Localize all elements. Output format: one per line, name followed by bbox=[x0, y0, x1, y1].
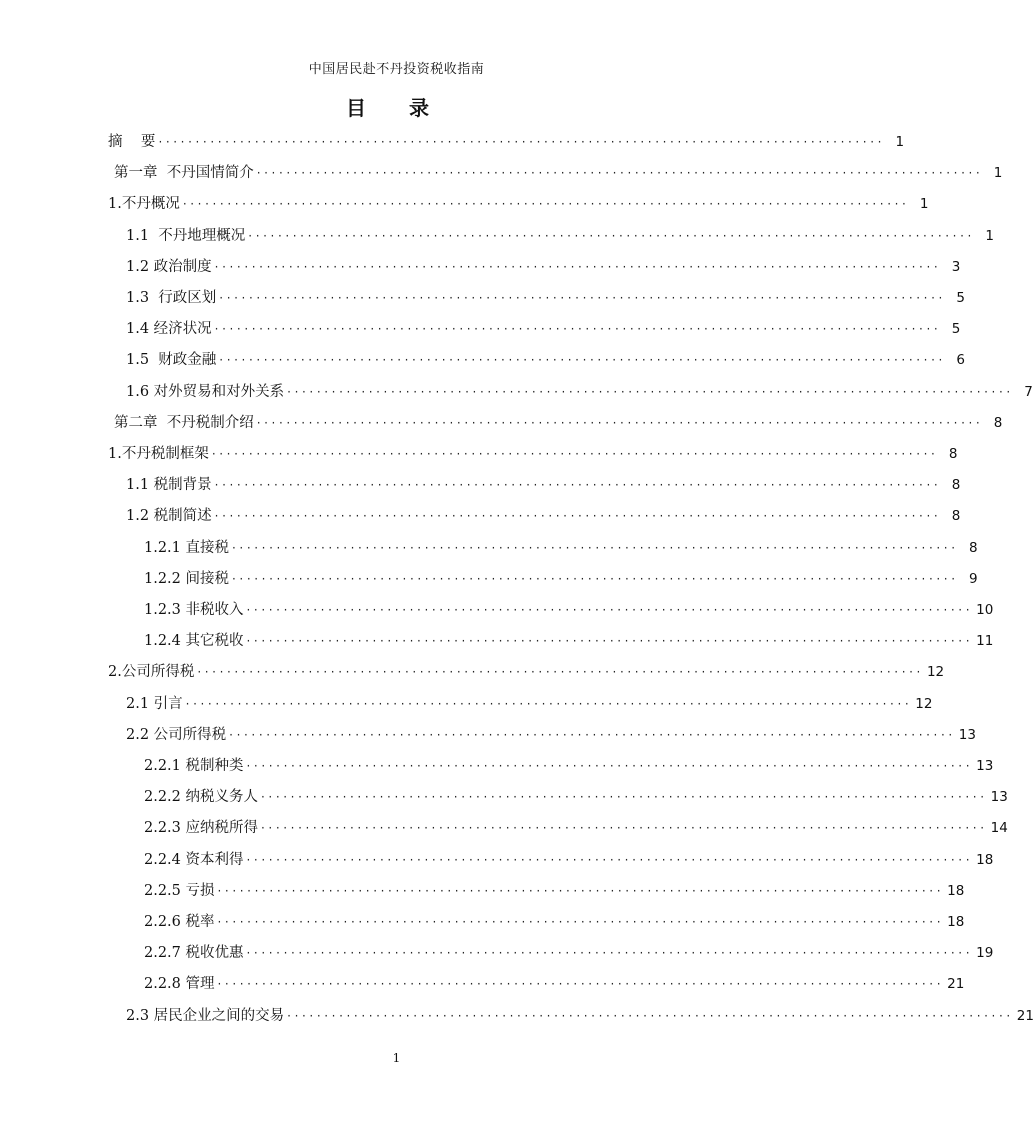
toc-entry-page: 1 bbox=[919, 196, 929, 212]
toc-entry[interactable] bbox=[126, 345, 965, 376]
toc-entry-page: 21 bbox=[1016, 1008, 1034, 1024]
toc-dot-leader: ·································································································· bbox=[246, 853, 974, 867]
toc-entry-label: 1.2.1 直接税 bbox=[144, 540, 230, 556]
toc-entry-label: 1.2 政治制度 bbox=[126, 259, 212, 275]
toc-entry[interactable] bbox=[108, 657, 945, 688]
toc-entry[interactable] bbox=[144, 938, 994, 969]
toc-entry-label: 1.1 不丹地理概况 bbox=[126, 228, 246, 244]
toc-dot-leader: ·································································································· bbox=[246, 759, 974, 773]
toc-dot-leader: ·································································································· bbox=[246, 603, 974, 617]
toc-entry[interactable] bbox=[144, 876, 965, 907]
toc-entry-page: 1 bbox=[993, 165, 1003, 181]
toc-entry-label: 1.2.4 其它税收 bbox=[144, 633, 244, 649]
toc-dot-leader: ·································································································· bbox=[217, 977, 945, 991]
toc-entry-page: 13 bbox=[976, 758, 994, 774]
toc-entry-label: 2.公司所得税 bbox=[108, 664, 195, 680]
toc-entry[interactable] bbox=[144, 969, 965, 1000]
toc-dot-leader: ·································································································· bbox=[214, 260, 942, 274]
toc-entry-label: 2.2.2 纳税义务人 bbox=[144, 789, 259, 805]
toc-entry[interactable] bbox=[144, 564, 978, 595]
toc-entry-label: 1.6 对外贸易和对外关系 bbox=[126, 384, 285, 400]
toc-dot-leader: ·································································································· bbox=[217, 915, 945, 929]
page-number: 1 bbox=[392, 1051, 401, 1065]
toc-entry-page: 5 bbox=[951, 321, 961, 337]
toc-dot-leader: ·································································································· bbox=[214, 509, 942, 523]
toc-entry-page: 21 bbox=[947, 976, 965, 992]
toc-entry[interactable] bbox=[126, 221, 994, 252]
toc-dot-leader: ·································································································· bbox=[287, 385, 1014, 399]
toc-entry[interactable] bbox=[114, 158, 1003, 189]
toc-entry[interactable] bbox=[114, 408, 1003, 439]
toc-entry-label: 2.2 公司所得税 bbox=[126, 727, 227, 743]
toc-dot-leader: ·································································································· bbox=[248, 229, 975, 243]
toc-entry[interactable] bbox=[144, 626, 994, 657]
toc-entry[interactable] bbox=[126, 720, 976, 751]
toc-entry-page: 18 bbox=[947, 914, 965, 930]
toc-entry[interactable] bbox=[108, 439, 958, 470]
toc-dot-leader: ·································································································· bbox=[214, 478, 942, 492]
toc-entry[interactable] bbox=[108, 189, 929, 220]
toc-entry-page: 8 bbox=[951, 508, 961, 524]
toc-entry[interactable] bbox=[144, 845, 994, 876]
toc-entry-page: 8 bbox=[951, 477, 961, 493]
toc-entry-page: 12 bbox=[915, 696, 933, 712]
toc-dot-leader: ·································································································· bbox=[287, 1009, 1014, 1023]
toc-entry-page: 3 bbox=[951, 259, 961, 275]
toc-entry[interactable] bbox=[126, 1001, 1034, 1032]
toc-entry-label: 1.2.3 非税收入 bbox=[144, 602, 244, 618]
toc-entry[interactable] bbox=[144, 751, 994, 782]
toc-entry-page: 18 bbox=[976, 852, 994, 868]
toc-entry-label: 1.4 经济状况 bbox=[126, 321, 212, 337]
toc-dot-leader: ·································································································· bbox=[232, 572, 959, 586]
toc-entry[interactable] bbox=[126, 689, 933, 720]
toc-entry-label: 2.2.3 应纳税所得 bbox=[144, 820, 259, 836]
toc-entry-label: 2.2.7 税收优惠 bbox=[144, 945, 244, 961]
toc-entry-page: 8 bbox=[948, 446, 958, 462]
toc-dot-leader: ·································································································· bbox=[261, 790, 988, 804]
toc-dot-leader: ·································································································· bbox=[197, 665, 924, 679]
toc-entry[interactable] bbox=[126, 283, 965, 314]
toc-entry-page: 9 bbox=[969, 571, 978, 587]
toc-entry-label: 2.2.6 税率 bbox=[144, 914, 215, 930]
toc-entry-label: 1.2.2 间接税 bbox=[144, 571, 230, 587]
toc-dot-leader: ·································································································· bbox=[211, 447, 939, 461]
toc-entry[interactable] bbox=[144, 782, 1008, 813]
toc-entry[interactable] bbox=[144, 595, 994, 626]
toc-entry-page: 5 bbox=[956, 290, 965, 306]
toc-entry-label: 1.5 财政金融 bbox=[126, 352, 217, 368]
toc-entry-page: 12 bbox=[926, 664, 945, 680]
toc-dot-leader: ·································································································· bbox=[214, 322, 942, 336]
toc-dot-leader: ·································································································· bbox=[246, 946, 974, 960]
toc-entry-page: 14 bbox=[990, 820, 1008, 836]
toc-entry-label: 2.3 居民企业之间的交易 bbox=[126, 1008, 285, 1024]
toc-entry-label: 2.2.5 亏损 bbox=[144, 883, 215, 899]
toc-entry-page: 10 bbox=[976, 602, 994, 618]
toc-entry-label: 1.不丹概况 bbox=[108, 196, 180, 212]
toc-dot-leader: ·································································································· bbox=[229, 728, 956, 742]
running-header: 中国居民赴不丹投资税收指南 bbox=[308, 62, 485, 77]
toc-dot-leader: ·································································································· bbox=[219, 353, 946, 367]
toc-entry[interactable] bbox=[126, 314, 961, 345]
toc-entry-label: 1.3 行政区划 bbox=[126, 290, 217, 306]
toc-dot-leader: ·································································································· bbox=[232, 541, 959, 555]
toc-entry[interactable] bbox=[144, 907, 965, 938]
toc-entry-label: 第二章 不丹税制介绍 bbox=[114, 415, 254, 431]
toc-dot-leader: ·································································································· bbox=[217, 884, 945, 898]
toc-entry-page: 11 bbox=[976, 633, 994, 649]
toc-entry-label: 2.2.8 管理 bbox=[144, 976, 215, 992]
toc-entry-page: 19 bbox=[976, 945, 994, 961]
toc-entry[interactable] bbox=[144, 533, 978, 564]
toc-dot-leader: ·································································································· bbox=[158, 135, 886, 149]
toc-dot-leader: ·································································································· bbox=[219, 291, 946, 305]
toc-title: 目 录 bbox=[346, 96, 447, 120]
toc-entry-label: 摘 要 bbox=[108, 134, 156, 150]
toc-entry-label: 1.不丹税制框架 bbox=[108, 446, 209, 462]
toc-entry-page: 8 bbox=[993, 415, 1003, 431]
toc-entry-label: 1.2 税制简述 bbox=[126, 508, 212, 524]
toc-entry-label: 1.1 税制背景 bbox=[126, 477, 212, 493]
toc-entry-label: 2.2.1 税制种类 bbox=[144, 758, 244, 774]
toc-entry-page: 18 bbox=[947, 883, 965, 899]
toc-entry-page: 6 bbox=[956, 352, 965, 368]
toc-entry[interactable] bbox=[126, 501, 961, 532]
toc-entry-page: 7 bbox=[1024, 384, 1033, 400]
toc-entry-label: 2.1 引言 bbox=[126, 696, 183, 712]
toc-dot-leader: ·································································································· bbox=[256, 416, 984, 430]
toc-entry-page: 13 bbox=[958, 727, 976, 743]
toc-dot-leader: ·································································································· bbox=[185, 697, 913, 711]
toc-entry-label: 2.2.4 资本利得 bbox=[144, 852, 244, 868]
toc-dot-leader: ·································································································· bbox=[261, 821, 988, 835]
toc-dot-leader: ·································································································· bbox=[256, 166, 984, 180]
toc-entry[interactable] bbox=[126, 377, 1033, 408]
toc-entry-page: 8 bbox=[969, 540, 978, 556]
toc-entry-page: 1 bbox=[895, 134, 905, 150]
toc-entry[interactable] bbox=[144, 813, 1008, 844]
toc-dot-leader: ·································································································· bbox=[182, 197, 910, 211]
toc-dot-leader: ·································································································· bbox=[246, 634, 974, 648]
toc-entry-label: 第一章 不丹国情简介 bbox=[114, 165, 254, 181]
toc-entry[interactable] bbox=[108, 127, 905, 158]
toc-entry-page: 13 bbox=[990, 789, 1008, 805]
toc-entry-page: 1 bbox=[985, 228, 994, 244]
toc-entry[interactable] bbox=[126, 252, 961, 283]
toc-entry[interactable] bbox=[126, 470, 961, 501]
